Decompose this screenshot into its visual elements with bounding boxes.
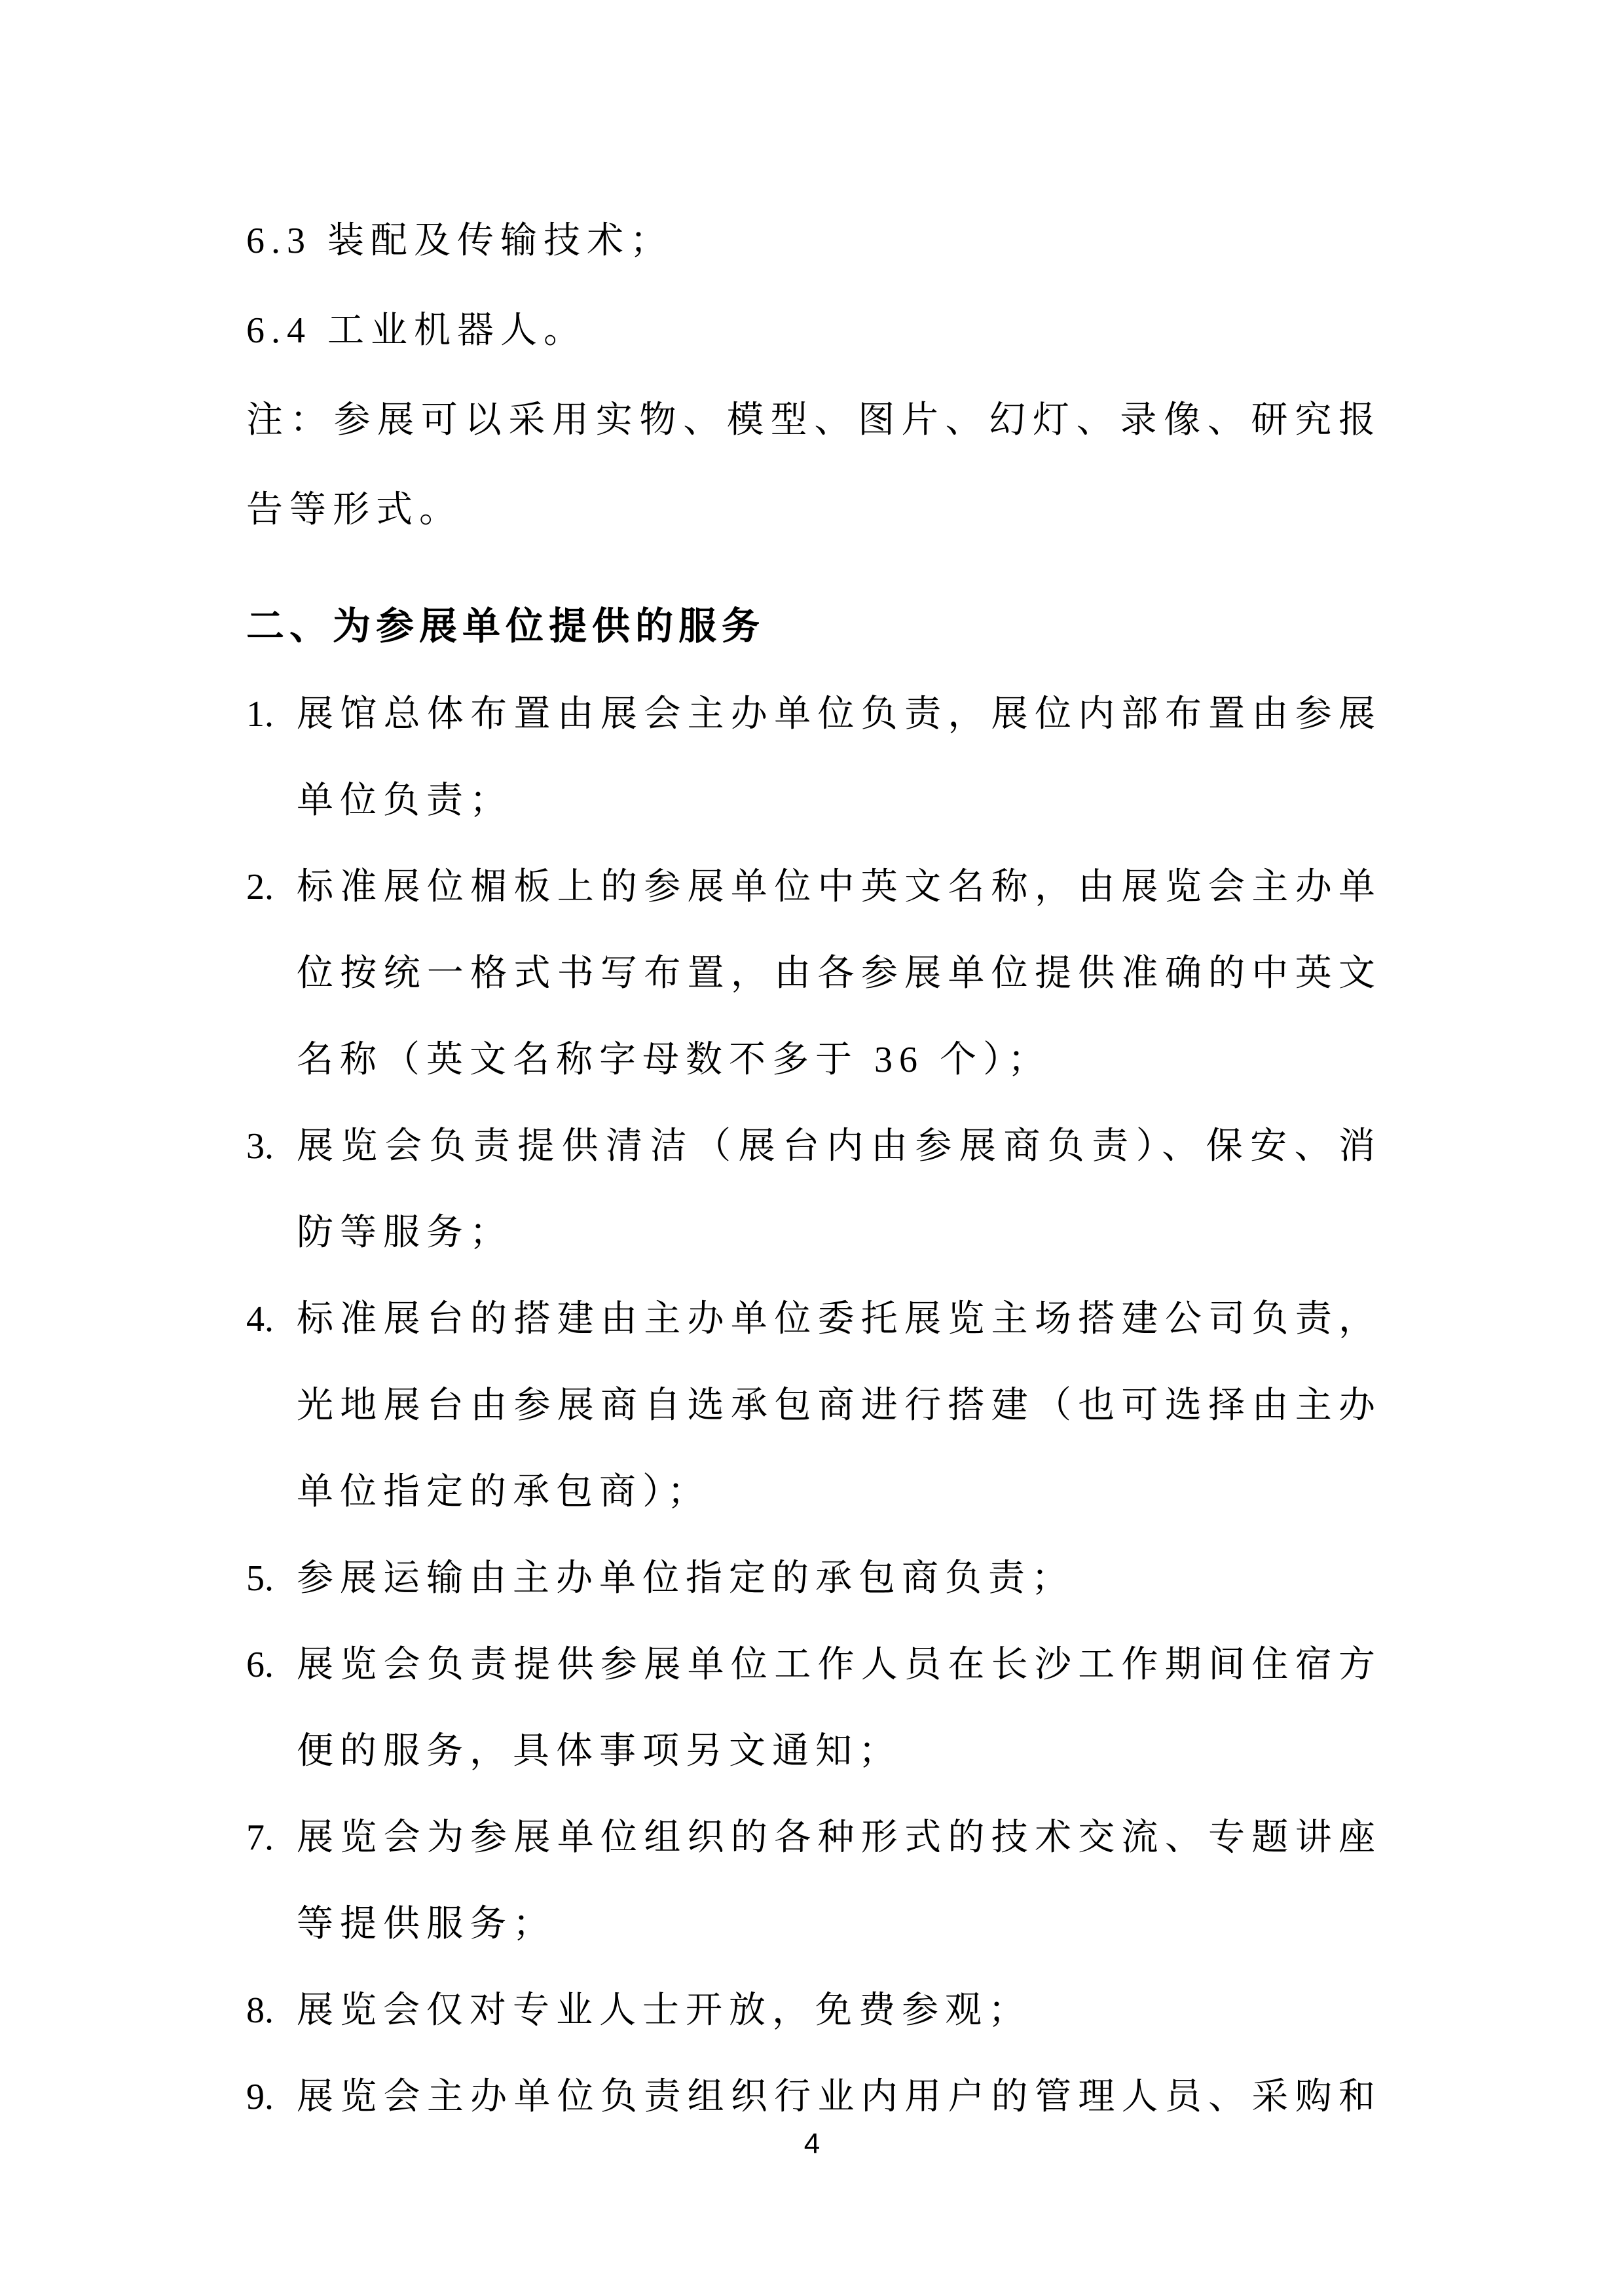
item-text bbox=[297, 1622, 1382, 1795]
item-text bbox=[297, 1535, 1382, 1622]
page-number: 4 bbox=[803, 2128, 821, 2160]
text-line: 注：参展可以采用实物、模型、图片、幻灯、录像、研究报 bbox=[246, 400, 1382, 441]
item-number: 8. bbox=[246, 1990, 274, 2031]
item-number: 6. bbox=[246, 1645, 274, 1685]
item-number: 1. bbox=[246, 694, 274, 735]
item-number: 4. bbox=[246, 1299, 274, 1339]
text-line: 位按统一格式书写布置，由各参展单位提供准确的中英文 bbox=[297, 953, 1382, 994]
item-text bbox=[297, 1967, 1382, 2054]
item-text bbox=[297, 1276, 1382, 1535]
intro-paragraphs bbox=[246, 196, 1382, 555]
text-line: 单位指定的承包商）； bbox=[297, 1472, 710, 1512]
item-number: 2. bbox=[246, 867, 274, 907]
item-text bbox=[297, 1795, 1382, 1967]
item-text bbox=[297, 671, 1382, 844]
text-line: 便的服务，具体事项另文通知； bbox=[297, 1731, 902, 1772]
text-line: 标准展位楣板上的参展单位中英文名称，由展览会主办单 bbox=[297, 867, 1382, 907]
list-item bbox=[246, 1535, 1382, 1622]
paragraph bbox=[246, 196, 1382, 286]
list-item bbox=[246, 1103, 1382, 1276]
text-line: 告等形式。 bbox=[246, 490, 462, 530]
item-number: 5. bbox=[246, 1558, 274, 1599]
item-number: 7. bbox=[246, 1817, 274, 1858]
text-line: 展馆总体布置由展会主办单位负责，展位内部布置由参展 bbox=[297, 694, 1382, 735]
service-list bbox=[246, 671, 1382, 2140]
list-item bbox=[246, 844, 1382, 1103]
text-line: 6.3 装配及传输技术； bbox=[246, 221, 673, 261]
text-line: 光地展台由参展商自选承包商进行搭建（也可选择由主办 bbox=[297, 1385, 1382, 1426]
text-line: 等提供服务； bbox=[297, 1904, 556, 1944]
text-line: 展览会为参展单位组织的各种形式的技术交流、专题讲座 bbox=[297, 1817, 1382, 1858]
item-number: 9. bbox=[246, 2077, 274, 2117]
text-line: 标准展台的搭建由主办单位委托展览主场搭建公司负责， bbox=[297, 1299, 1382, 1339]
list-item bbox=[246, 1967, 1382, 2054]
text-line: 名称（英文名称字母数不多于 36 个）； bbox=[297, 1040, 1051, 1080]
paragraph bbox=[246, 376, 1382, 555]
text-line: 6.4 工业机器人。 bbox=[246, 310, 587, 351]
list-item bbox=[246, 1276, 1382, 1535]
list-item bbox=[246, 671, 1382, 844]
document-content bbox=[246, 196, 1382, 2140]
text-line: 单位负责； bbox=[297, 780, 513, 821]
section-heading: 二、为参展单位提供的服务 bbox=[246, 605, 766, 647]
list-item bbox=[246, 1622, 1382, 1795]
paragraph bbox=[246, 286, 1382, 376]
item-text bbox=[297, 844, 1382, 1103]
text-line: 展览会负责提供参展单位工作人员在长沙工作期间住宿方 bbox=[297, 1645, 1382, 1685]
text-line: 防等服务； bbox=[297, 1212, 513, 1253]
text-line: 展览会负责提供清洁（展台内由参展商负责）、保安、消 bbox=[297, 1126, 1382, 1167]
item-text bbox=[297, 1103, 1382, 1276]
text-line: 参展运输由主办单位指定的承包商负责； bbox=[297, 1558, 1075, 1599]
item-number: 3. bbox=[246, 1126, 274, 1167]
text-line: 展览会仅对专业人士开放，免费参观； bbox=[297, 1990, 1031, 2031]
list-item bbox=[246, 1795, 1382, 1967]
text-line: 展览会主办单位负责组织行业内用户的管理人员、采购和 bbox=[297, 2077, 1382, 2117]
